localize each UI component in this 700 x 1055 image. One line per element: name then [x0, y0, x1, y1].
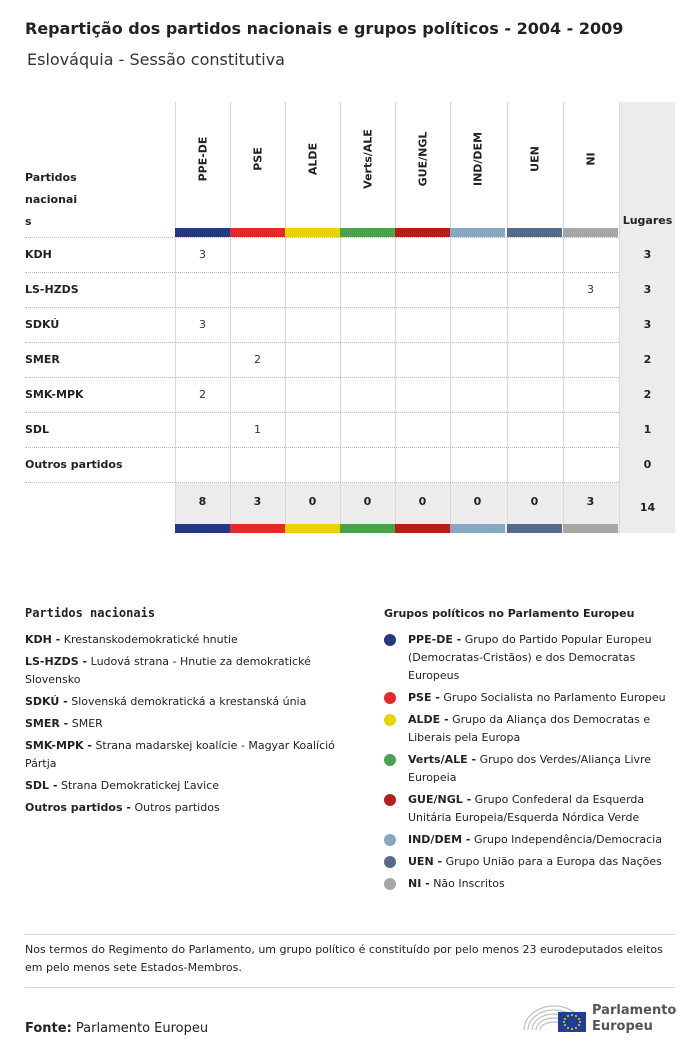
national-legend-item: [25, 693, 335, 711]
legend-code: GUE/NGL -: [408, 793, 472, 806]
divider: [25, 934, 675, 935]
group-color-bar: [450, 228, 505, 237]
page-subtitle: Eslováquia - Sessão constitutiva: [27, 50, 285, 69]
total-seats-cell: 2: [643, 388, 652, 401]
legend-code: PSE -: [408, 691, 440, 704]
group-column-header: [450, 102, 505, 237]
total-seats-cell: 1: [643, 423, 652, 436]
group-color-bar: [507, 524, 562, 533]
row-separator: [25, 307, 619, 308]
group-color-bar: [507, 228, 562, 237]
seat-count-cell: 3: [199, 318, 206, 331]
group-code-label: NI: [584, 152, 597, 166]
group-color-bar: [285, 228, 340, 237]
group-code-label: Verts/ALE: [361, 129, 374, 189]
group-color-dot: [384, 794, 396, 806]
legend-description: Grupo Socialista no Parlamento Europeu: [443, 691, 666, 704]
national-legend-item: [25, 737, 335, 773]
group-color-dot: [384, 714, 396, 726]
legend-description: Grupo União para a Europa das Nações: [445, 855, 662, 868]
legend-code: Outros partidos -: [25, 801, 131, 814]
group-legend-item: [408, 751, 670, 787]
grand-total-cell: 14: [639, 501, 656, 514]
legend-code: LS-HZDS -: [25, 655, 88, 668]
group-color-bar: [285, 524, 340, 533]
legend-code: SMK-MPK -: [25, 739, 92, 752]
legend-description: Não Inscritos: [433, 877, 505, 890]
row-header-line: nacionai: [25, 193, 78, 206]
group-total-cell: 0: [418, 495, 427, 508]
group-total-cell: 0: [530, 495, 539, 508]
group-color-dot: [384, 878, 396, 890]
group-legend-item: [408, 711, 670, 747]
legend-description: Strana madarskej koalície - Magyar Koalíció Pártja: [25, 739, 335, 770]
row-header-line: s: [25, 215, 32, 228]
legend-description: Grupo dos Verdes/Aliança Livre Europeia: [408, 753, 652, 784]
national-legend-item: [25, 799, 335, 817]
group-column-header: [340, 102, 395, 237]
party-label: LS-HZDS: [25, 283, 79, 296]
group-color-bar: [230, 228, 285, 237]
group-code-label: GUE/NGL: [416, 131, 429, 187]
group-legend-item: [408, 791, 670, 827]
source: [25, 1021, 208, 1036]
logo-text: Parlamento: [592, 1003, 677, 1018]
group-legend-item: [408, 689, 670, 707]
legend-description: Grupo Independência/Democracia: [473, 833, 662, 846]
hemicycle-icon: [520, 996, 590, 1038]
legend-description: Grupo da Aliança dos Democratas e Liberais pela Europa: [408, 713, 651, 744]
group-column-header: [285, 102, 340, 237]
total-seats-cell: 3: [643, 248, 652, 261]
seat-count-cell: 1: [254, 423, 261, 436]
group-color-bar: [175, 524, 230, 533]
logo-text: Europeu: [592, 1019, 653, 1034]
legend-code: ALDE -: [408, 713, 449, 726]
legend-code: SDL -: [25, 779, 58, 792]
group-code-label: ALDE: [306, 142, 319, 176]
seat-count-cell: 3: [587, 283, 594, 296]
divider: [25, 987, 675, 988]
group-color-dot: [384, 754, 396, 766]
national-legend-item: [25, 653, 335, 689]
party-label: KDH: [25, 248, 52, 261]
group-color-bar: [563, 524, 618, 533]
group-total-cell: 8: [198, 495, 207, 508]
total-seats-cell: 2: [643, 353, 652, 366]
party-label: SMK-MPK: [25, 388, 84, 401]
group-color-bar: [175, 228, 230, 237]
group-code-label: IND/DEM: [471, 131, 484, 187]
footnote: Nos termos do Regimento do Parlamento, um grupo político é constituído por pelo menos 23 eurodeputados eleitos em pelo menos sete Estados-Membros.: [25, 943, 663, 974]
group-color-bar: [230, 524, 285, 533]
group-color-bar: [340, 524, 395, 533]
group-column-header: [175, 102, 230, 237]
group-total-cell: 0: [473, 495, 482, 508]
group-legend-item: [408, 875, 670, 893]
group-code-label: UEN: [528, 146, 541, 172]
legend-code: Verts/ALE -: [408, 753, 477, 766]
group-column-header: [563, 102, 618, 237]
seat-count-cell: 3: [199, 248, 206, 261]
total-seats-cell: 0: [643, 458, 652, 471]
legend-code: PPE-DE -: [408, 633, 462, 646]
page-title: Repartição dos partidos nacionais e grupos políticos - 2004 - 2009: [25, 19, 624, 38]
legend-description: Ludová strana - Hnutie za demokratické Slovensko: [25, 655, 311, 686]
legend-code: SMER -: [25, 717, 69, 730]
group-legend-item: [408, 853, 670, 871]
group-color-bar: [395, 524, 450, 533]
group-legend-item: [408, 831, 670, 849]
group-total-cell: 3: [586, 495, 595, 508]
total-seats-cell: 3: [643, 283, 652, 296]
party-label: SDL: [25, 423, 50, 436]
group-color-bar: [395, 228, 450, 237]
group-color-dot: [384, 834, 396, 846]
group-code-label: PSE: [251, 147, 264, 171]
group-color-dot: [384, 692, 396, 704]
group-column-header: [230, 102, 285, 237]
group-color-bar: [450, 524, 505, 533]
group-column-header: [395, 102, 450, 237]
national-legend-item: [25, 631, 335, 649]
legend-description: Grupo do Partido Popular Europeu (Democratas-Cristãos) e dos Democratas Europeus: [408, 633, 652, 682]
legend-code: UEN -: [408, 855, 443, 868]
source-label: Fonte:: [25, 1021, 72, 1036]
total-seats-cell: 3: [643, 318, 652, 331]
seat-count-cell: 2: [199, 388, 206, 401]
party-label: Outros partidos: [25, 458, 123, 471]
group-color-bar: [340, 228, 395, 237]
legend-code: KDH -: [25, 633, 61, 646]
legend-description: Slovenská demokratická a krestanská únia: [71, 695, 307, 708]
row-separator: [25, 412, 619, 413]
source-value: Parlamento Europeu: [75, 1021, 209, 1036]
party-label: SMER: [25, 353, 60, 366]
legend-code: IND/DEM -: [408, 833, 471, 846]
group-color-dot: [384, 856, 396, 868]
group-color-dot: [384, 634, 396, 646]
national-legend-item: [25, 777, 335, 795]
european-parliament-logo: [520, 996, 676, 1038]
row-separator: [25, 342, 619, 343]
groups-legend-title: Grupos políticos no Parlamento Europeu: [384, 607, 635, 620]
row-header: [25, 167, 77, 233]
group-total-cell: 3: [253, 495, 262, 508]
row-separator: [25, 482, 619, 483]
seats-header: Lugares: [622, 214, 673, 227]
row-separator: [25, 272, 619, 273]
group-total-cell: 0: [363, 495, 372, 508]
party-label: SDKÚ: [25, 318, 60, 331]
group-code-label: PPE-DE: [196, 136, 209, 182]
row-header-line: Partidos: [25, 171, 77, 184]
group-total-cell: 0: [308, 495, 317, 508]
legend-description: SMER: [71, 717, 103, 730]
row-separator: [25, 447, 619, 448]
legend-description: Krestanskodemokratické hnutie: [63, 633, 238, 646]
legend-code: SDKÚ -: [25, 695, 68, 708]
group-column-header: [507, 102, 562, 237]
row-separator: [25, 237, 619, 238]
seat-count-cell: 2: [254, 353, 261, 366]
row-separator: [25, 377, 619, 378]
legend-description: Outros partidos: [134, 801, 220, 814]
legend-description: Grupo Confederal da Esquerda Unitária Europeia/Esquerda Nórdica Verde: [408, 793, 645, 824]
legend-code: NI -: [408, 877, 430, 890]
group-legend-item: [408, 631, 670, 685]
group-color-bar: [563, 228, 618, 237]
legend-description: Strana Demokratickej Ľavice: [60, 779, 220, 792]
national-legend-item: [25, 715, 335, 733]
national-legend-title: Partidos nacionais: [25, 606, 156, 620]
